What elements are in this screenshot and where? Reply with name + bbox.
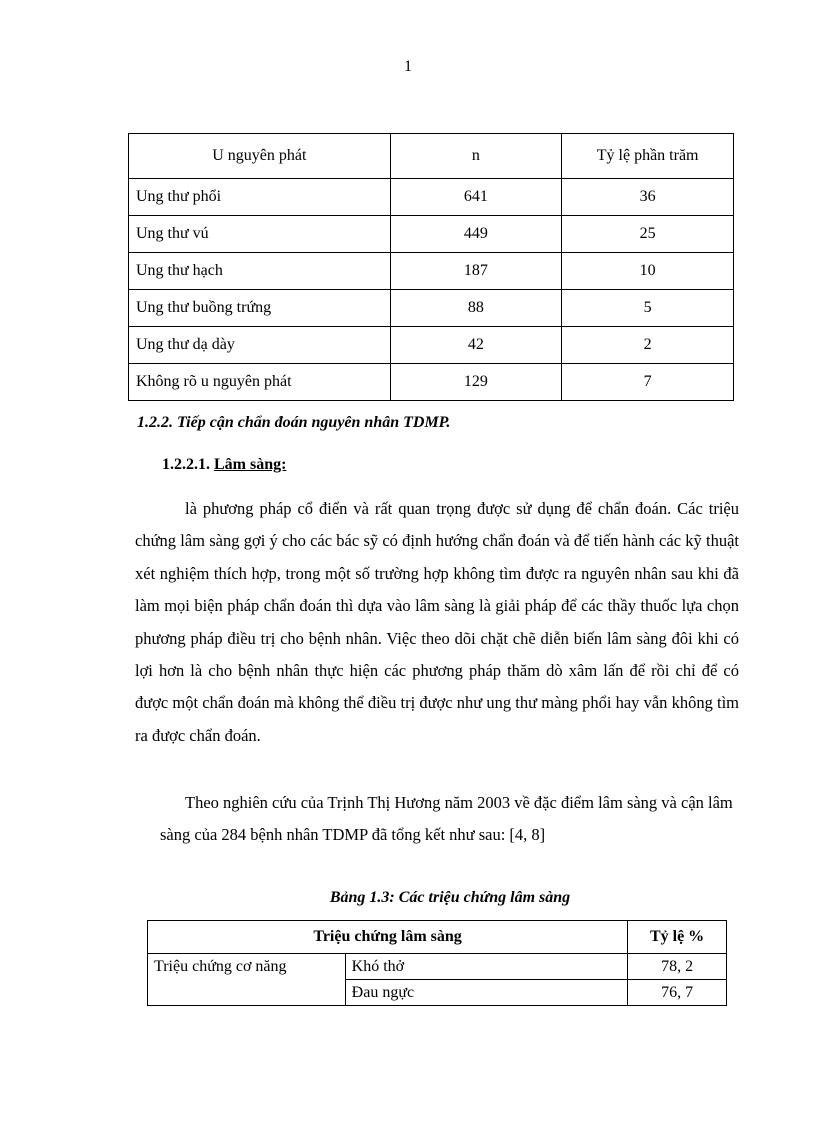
cell-percent: 25 [562, 216, 734, 253]
cell-rate: 78, 2 [628, 954, 727, 980]
table-row [129, 179, 734, 216]
table-header-row [148, 921, 727, 954]
cell-category: Triệu chứng cơ năng [148, 954, 346, 1006]
clinical-symptoms-table [147, 920, 727, 1006]
header-symptom: Triệu chứng lâm sàng [148, 921, 628, 954]
cell-n: 449 [390, 216, 562, 253]
subsection-number: 1.2.2.1. [162, 456, 214, 473]
table-row [129, 364, 734, 401]
table-row [129, 327, 734, 364]
cell-tumor: Ung thư dạ dày [129, 327, 391, 364]
page-number: 1 [404, 58, 412, 75]
header-percent: Tỷ lệ phần trăm [562, 134, 734, 179]
cell-rate: 76, 7 [628, 980, 727, 1006]
table-row [148, 954, 727, 980]
table-caption: Bảng 1.3: Các triệu chứng lâm sàng [329, 889, 571, 906]
cell-tumor: Không rõ u nguyên phát [129, 364, 391, 401]
header-rate: Tỷ lệ % [628, 921, 727, 954]
cell-tumor: Ung thư buồng trứng [129, 290, 391, 327]
header-primary-tumor: U nguyên phát [129, 134, 391, 179]
header-n: n [390, 134, 562, 179]
cell-n: 42 [390, 327, 562, 364]
subsection-title: Lâm sàng: [214, 456, 287, 473]
cell-n: 641 [390, 179, 562, 216]
table-row [129, 253, 734, 290]
body-paragraph: Theo nghiên cứu của Trịnh Thị Hương năm 2003 về đặc điểm lâm sàng và cận lâm sàng của 284 bệnh nhân TDMP đã tổng kết như sau: [4, 8] [160, 793, 733, 844]
cell-percent: 10 [562, 253, 734, 290]
cell-tumor: Ung thư phổi [129, 179, 391, 216]
cell-symptom: Khó thở [345, 954, 627, 980]
cell-percent: 2 [562, 327, 734, 364]
cell-n: 187 [390, 253, 562, 290]
cell-n: 88 [390, 290, 562, 327]
cell-n: 129 [390, 364, 562, 401]
body-paragraph: là phương pháp cổ điển và rất quan trọng được sử dụng để chẩn đoán. Các triệu chứng lâm sàng gợi ý cho các bác sỹ có định hướng chẩn đoán và để tiến hành các kỹ thuật xét nghiệm thích hợp, trong một số trường hợp không tìm được ra nguyên nhân sau khi đã làm mọi biện pháp chẩn đoán thì dựa vào lâm sàng là giải pháp để các thầy thuốc lựa chọn phương pháp điều trị cho bệnh nhân. Việc theo dõi chặt chẽ diễn biến lâm sàng đôi khi có lợi hơn là cho bệnh nhân thực hiện các phương pháp thăm dò xâm lấn để rồi chỉ để có được một chẩn đoán mà không thể điều trị được như ung thư màng phổi hay vẫn không tìm ra được chẩn đoán. [135, 499, 739, 745]
cell-percent: 36 [562, 179, 734, 216]
primary-tumor-table [128, 133, 734, 401]
section-heading: 1.2.2. Tiếp cận chẩn đoán nguyên nhân TDMP. [137, 414, 451, 431]
cell-percent: 7 [562, 364, 734, 401]
table-header-row [129, 134, 734, 179]
cell-symptom: Đau ngực [345, 980, 627, 1006]
cell-tumor: Ung thư hạch [129, 253, 391, 290]
table-row [129, 216, 734, 253]
subsection-heading [162, 456, 286, 474]
cell-tumor: Ung thư vú [129, 216, 391, 253]
cell-percent: 5 [562, 290, 734, 327]
table-row [129, 290, 734, 327]
